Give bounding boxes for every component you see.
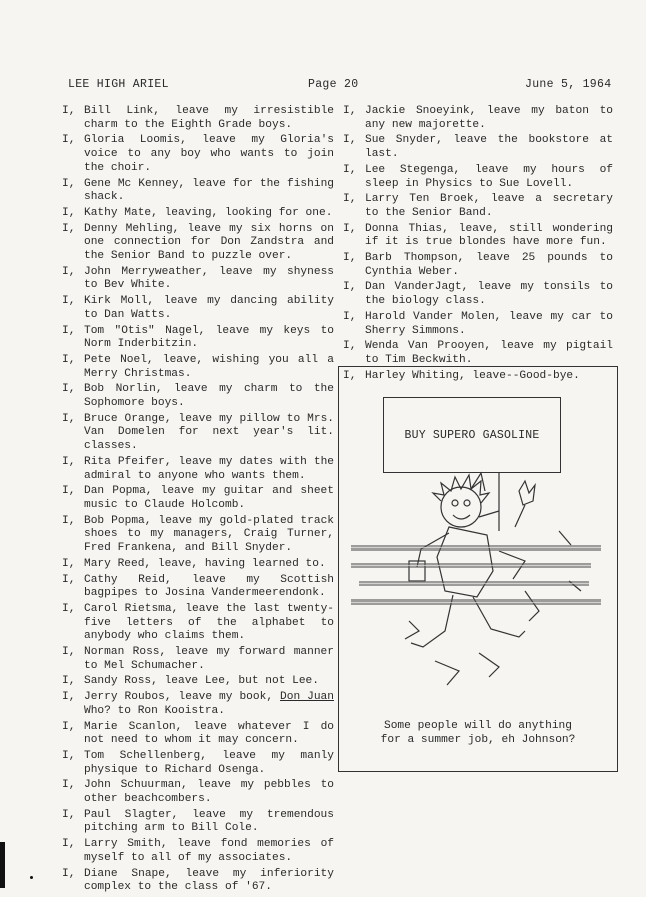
will-entry <box>62 574 334 601</box>
entry-prefix: I, <box>343 369 357 382</box>
entry-text: Diane Snape, leave my inferiority complex to the class of '67. <box>84 867 334 894</box>
entry-text: Rita Pfeifer, leave my dates with the admiral to anyone who wants them. <box>84 455 334 482</box>
entry-prefix: I, <box>62 455 76 468</box>
entry-text: Pete Noel, leave, wishing you all a Merry Christmas. <box>84 353 334 380</box>
entry-prefix: I, <box>62 265 76 278</box>
entry-text-before: Jerry Roubos, leave my book, <box>84 691 281 704</box>
entry-text: Tom "Otis" Nagel, leave my keys to Norm Inderbitzin. <box>84 324 334 351</box>
entry-prefix: I, <box>343 252 357 265</box>
will-entry <box>62 750 334 777</box>
will-entry <box>62 646 334 673</box>
will-entry <box>343 281 613 308</box>
entry-prefix: I, <box>343 163 357 176</box>
scan-edge-mark <box>0 842 5 888</box>
will-entry <box>343 193 613 220</box>
right-column <box>343 105 613 385</box>
entry-text: Donna Thias, leave, still wondering if it is true blondes have more fun. <box>365 222 613 249</box>
entry-prefix: I, <box>343 310 357 323</box>
page-number: Page 20 <box>308 78 359 91</box>
entry-prefix: I, <box>62 557 76 570</box>
cartoon-advertisement <box>338 366 618 772</box>
entry-prefix: I, <box>62 177 76 190</box>
entry-prefix: I, <box>343 193 357 206</box>
entry-text: Lee Stegenga, leave my hours of sleep in Physics to Sue Lovell. <box>365 163 613 190</box>
entry-text: Sue Snyder, leave the bookstore at last. <box>365 134 613 161</box>
entry-prefix: I, <box>62 206 76 219</box>
entry-text: Paul Slagter, leave my tremendous pitching arm to Bill Cole. <box>84 808 334 835</box>
entry-prefix: I, <box>62 867 76 880</box>
entry-text: Tom Schellenberg, leave my manly physique to Richard Osenga. <box>84 749 334 776</box>
entry-prefix: I, <box>343 281 357 294</box>
ad-sign: BUY SUPERO GASOLINE <box>383 397 561 473</box>
entry-text: John Schuurman, leave my pebbles to other beachcombers. <box>84 779 334 806</box>
entry-text: Kirk Moll, leave my dancing ability to Dan Watts. <box>84 295 334 321</box>
entry-prefix: I, <box>62 675 76 688</box>
entry-text: John Merryweather, leave my shyness to Bev White. <box>84 265 334 292</box>
will-entry <box>62 383 334 410</box>
entry-prefix: I, <box>62 412 76 425</box>
entry-text: Denny Mehling, leave my six horns on one connection for Don Zandstra and the Senior Band to puzzle over. <box>84 222 334 263</box>
will-entry <box>62 809 334 836</box>
entry-prefix: I, <box>62 105 76 117</box>
will-entry <box>62 178 334 205</box>
entry-text: Gloria Loomis, leave my Gloria's voice to any boy who wants to join the choir. <box>84 134 334 174</box>
will-entry <box>62 266 334 293</box>
entry-text: Wenda Van Prooyen, leave my pigtail to Tim Beckwith. <box>365 340 613 366</box>
will-entry <box>343 223 613 250</box>
will-entry <box>343 134 613 161</box>
entry-prefix: I, <box>62 838 76 851</box>
entry-text: Norman Ross, leave my forward manner to Mel Schumacher. <box>84 646 334 672</box>
entry-text: Marie Scanlon, leave whatever I do not need to whom it may concern. <box>84 720 334 747</box>
will-entry <box>62 721 334 748</box>
entry-text: Kathy Mate, leaving, looking for one. <box>84 206 333 219</box>
entry-prefix: I, <box>343 340 357 353</box>
will-entry <box>343 311 613 338</box>
will-entry <box>62 295 334 322</box>
entry-prefix: I, <box>62 602 76 615</box>
entry-text: Mary Reed, leave, having learned to. <box>84 557 326 570</box>
will-entry <box>62 223 334 264</box>
will-entry <box>62 603 334 644</box>
will-entry <box>62 354 334 381</box>
entry-prefix: I, <box>62 646 76 659</box>
entry-text: Bruce Orange, leave my pillow to Mrs. Van Domelen for next year's lit. classes. <box>84 412 334 453</box>
entry-prefix: I, <box>62 779 76 792</box>
entry-text: Bob Popma, leave my gold-plated track shoes to my managers, Craig Turner, Fred Frankena, and Bill Snyder. <box>84 514 334 555</box>
entry-prefix: I, <box>62 134 76 147</box>
entry-prefix: I, <box>62 573 76 586</box>
entry-text: Sandy Ross, leave Lee, but not Lee. <box>84 675 319 688</box>
entry-prefix: I, <box>62 514 76 527</box>
entry-text-after: Who? to Ron Kooistra. <box>84 704 225 717</box>
entry-prefix: I, <box>62 222 76 235</box>
entry-text: Bill Link, leave my irresistible charm to the Eighth Grade boys. <box>84 105 334 131</box>
entry-prefix: I, <box>62 295 76 308</box>
entry-prefix: I, <box>62 485 76 498</box>
entry-text: Dan VanderJagt, leave my tonsils to the biology class. <box>365 281 613 308</box>
entry-prefix: I, <box>62 808 76 821</box>
will-entry <box>62 207 334 221</box>
entry-text: Larry Smith, leave fond memories of myself to all of my associates. <box>84 838 334 864</box>
ad-caption-line-2: for a summer job, eh Johnson? <box>380 734 576 746</box>
entry-prefix: I, <box>62 324 76 337</box>
entry-text: Jackie Snoeyink, leave my baton to any new majorette. <box>365 105 613 131</box>
issue-date: June 5, 1964 <box>525 78 612 91</box>
entry-text: Gene Mc Kenney, leave for the fishing shack. <box>84 177 334 204</box>
entry-prefix: I, <box>62 383 76 396</box>
entry-text: Harold Vander Molen, leave my car to Sherry Simmons. <box>365 310 613 337</box>
will-entry <box>62 868 334 895</box>
scan-dot <box>30 876 33 879</box>
will-entry <box>62 558 334 572</box>
entry-prefix: I, <box>62 691 76 704</box>
entry-text: Dan Popma, leave my guitar and sheet music to Claude Holcomb. <box>84 485 334 511</box>
entry-prefix: I, <box>343 105 357 117</box>
will-entry <box>343 105 613 132</box>
will-entry <box>62 456 334 483</box>
entry-text: Barb Thompson, leave 25 pounds to Cynthia Weber. <box>365 252 613 278</box>
will-entry <box>62 838 334 865</box>
entry-text: Cathy Reid, leave my Scottish bagpipes to Josina Vandermeerendonk. <box>84 573 334 600</box>
ad-caption <box>339 719 617 747</box>
will-entry <box>343 340 613 367</box>
cartoon-illustration <box>349 471 609 701</box>
ad-caption-line-1: Some people will do anything <box>384 720 572 732</box>
entry-text: Harley Whiting, leave--Good-bye. <box>365 369 580 382</box>
entry-prefix: I, <box>343 222 357 235</box>
entry-text <box>84 691 334 718</box>
will-entry <box>343 252 613 279</box>
will-entry <box>62 105 334 132</box>
entry-prefix: I, <box>62 749 76 762</box>
will-entry <box>343 164 613 191</box>
will-entry <box>62 779 334 806</box>
will-entry <box>62 325 334 352</box>
will-entry <box>62 691 334 718</box>
entry-text: Carol Rietsma, leave the last twenty-five letters of the alphabet to anybody who claims them. <box>84 602 334 643</box>
entry-prefix: I, <box>343 134 357 147</box>
entry-text: Larry Ten Broek, leave a secretary to the Senior Band. <box>365 193 613 219</box>
will-entry <box>62 675 334 689</box>
entry-prefix: I, <box>62 720 76 733</box>
will-entry <box>62 413 334 454</box>
will-entry <box>62 515 334 556</box>
will-entry <box>62 485 334 512</box>
entry-text: Bob Norlin, leave my charm to the Sophomore boys. <box>84 383 334 410</box>
book-title: Don Juan <box>280 691 334 704</box>
left-column <box>62 105 334 897</box>
will-entry <box>62 134 334 175</box>
newspaper-title: LEE HIGH ARIEL <box>68 78 169 91</box>
entry-prefix: I, <box>62 353 76 366</box>
